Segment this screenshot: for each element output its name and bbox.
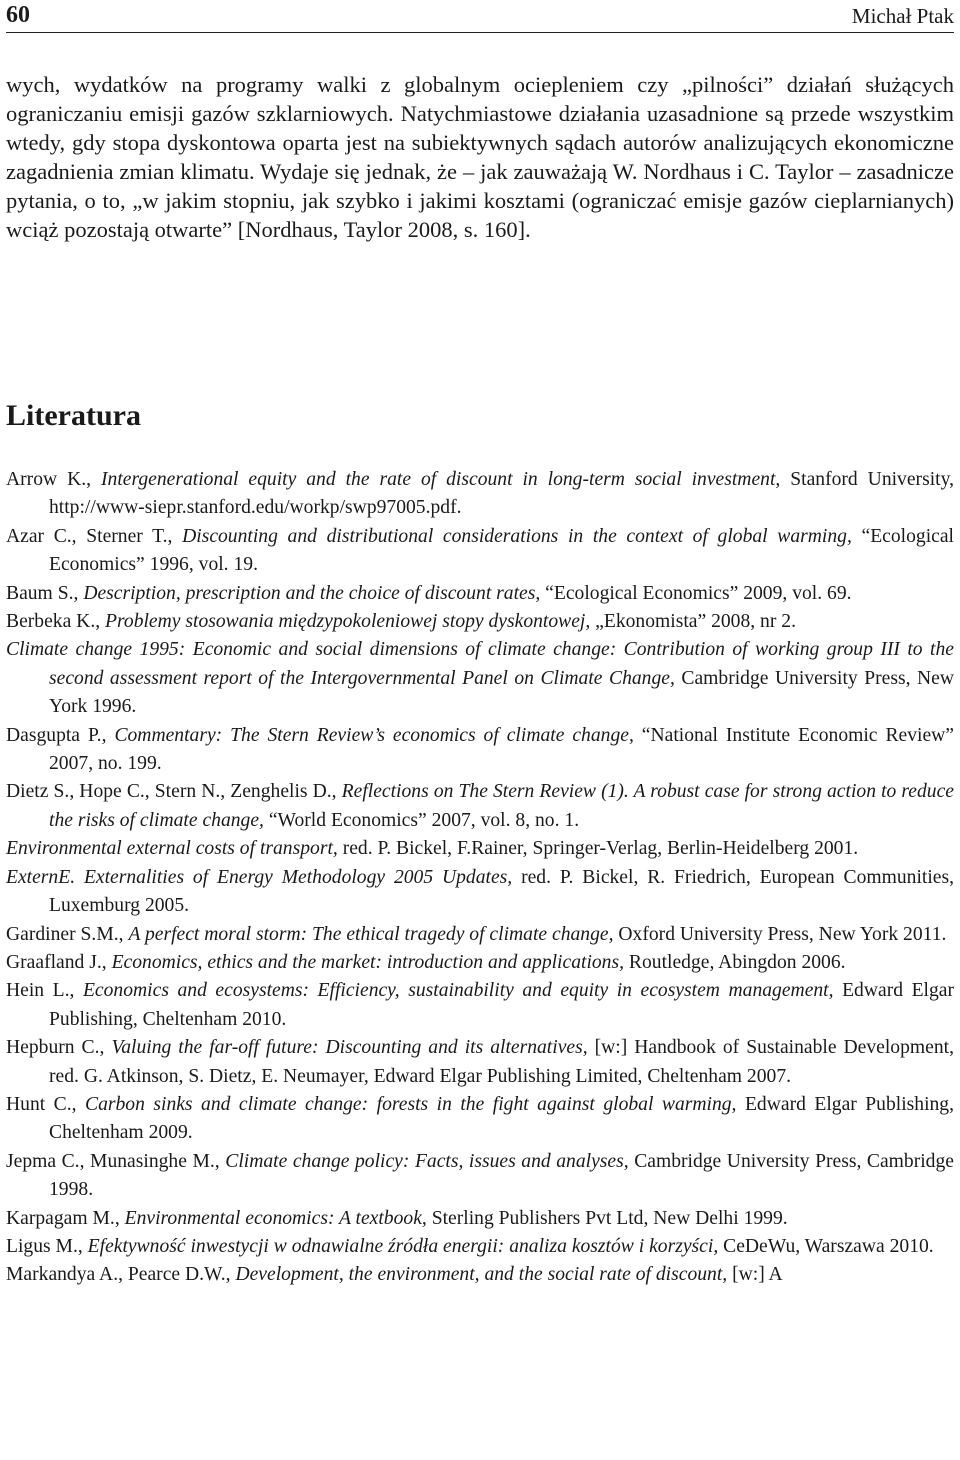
reference-item <box>6 1261 954 1289</box>
reference-details: Sterling Publishers Pvt Ltd, New Delhi 1999. <box>431 1207 788 1229</box>
reference-item <box>6 1233 954 1261</box>
section-heading: Literatura <box>6 399 141 432</box>
page-number: 60 <box>6 2 30 28</box>
reference-details: CeDeWu, Warszawa 2010. <box>723 1235 934 1257</box>
reference-title: ExternE. Externalities of Energy Methodology 2005 Updates, <box>6 866 513 888</box>
reference-details: “Ecological Economics” 1996, vol. 19. <box>49 525 954 576</box>
reference-item <box>6 1034 954 1091</box>
reference-item <box>6 1091 954 1148</box>
reference-item <box>6 1205 954 1233</box>
reference-details: [w:] Handbook of Sustainable Development, red. G. Atkinson, S. Dietz, E. Neumayer, Edward Elgar Publishing Limited, Cheltenham 2007. <box>49 1037 954 1087</box>
running-head: Michał Ptak <box>851 4 954 28</box>
reference-details: Stanford University, http://www-siepr.stanford.edu/workp/swp97005.pdf. <box>49 469 955 519</box>
reference-details: “National Institute Economic Review” 2007, no. 199. <box>49 724 954 775</box>
reference-title: Efektywność inwestycji w odnawialne źródła energii: analiza kosztów i korzyści, <box>87 1235 719 1257</box>
reference-title: Commentary: The Stern Review’s economics of climate change, <box>114 724 634 746</box>
reference-item <box>6 580 954 608</box>
reference-item <box>6 722 954 779</box>
reference-author: Dasgupta P., <box>6 724 107 746</box>
reference-title: A perfect moral storm: The ethical tragedy of climate change, <box>128 923 614 945</box>
reference-item <box>6 864 954 921</box>
reference-details: Routledge, Abingdon 2006. <box>628 951 846 973</box>
body-paragraph: wych, wydatków na programy walki z globalnym ociepleniem czy „pilności” działań służących ograniczaniu emisji gazów szklarniowych. Natychmiastowe działania uzasadnione są przede wszystkim wtedy, gdy stopa dyskontowa oparta jest na subiektywnych sądach autorów analizujących ekonomiczne zagadnienia zmian klimatu. Wydaje się jednak, że – jak zauważają W. Nordhaus i C. Taylor – zasadnicze pytania, o to, „w jakim stopniu, jak szybko i jakimi kosztami (ograniczać emisje gazów cieplarnianych) wciąż pozostają otwarte” [Nordhaus, Taylor 2008, s. 160]. <box>6 72 954 242</box>
reference-item <box>6 977 954 1034</box>
reference-details: red. P. Bickel, R. Friedrich, European Communities, Luxemburg 2005. <box>49 866 955 917</box>
reference-details: Edward Elgar Publishing, Cheltenham 2009. <box>49 1093 955 1144</box>
reference-title: Climate change 1995: Economic and social dimensions of climate change: Contribution of working group III to the second assessment report of the Intergovernmental Panel on Climate Change, <box>6 639 954 689</box>
reference-author: Dietz S., Hope C., Stern N., Zenghelis D., <box>6 781 337 803</box>
reference-item <box>6 835 954 863</box>
reference-author: Graafland J., <box>6 951 107 973</box>
reference-title: Intergenerational equity and the rate of discount in long-term social investment, <box>101 469 781 490</box>
reference-title: Reflections on The Stern Review (1). A robust case for strong action to reduce the risks of climate change, <box>49 781 954 831</box>
reference-details: “World Economics” 2007, vol. 8, no. 1. <box>268 809 580 831</box>
reference-item <box>6 1148 954 1205</box>
reference-details: red. P. Bickel, F.Rainer, Springer-Verlag, Berlin-Heidelberg 2001. <box>342 838 859 860</box>
reference-item <box>6 466 954 523</box>
reference-item <box>6 636 954 721</box>
reference-title: Discounting and distributional considerations in the context of global warming, <box>182 525 852 547</box>
reference-item <box>6 949 954 977</box>
reference-details: Cambridge University Press, New York 1996. <box>49 667 954 718</box>
reference-author: Karpagam M., <box>6 1207 120 1229</box>
reference-author: Hunt C., <box>6 1093 77 1115</box>
reference-author: Hepburn C., <box>6 1037 105 1059</box>
reference-author: Markandya A., Pearce D.W., <box>6 1264 231 1286</box>
reference-details: “Ecological Economics” 2009, vol. 69. <box>545 582 852 604</box>
reference-details: „Ekonomista” 2008, nr 2. <box>595 611 796 633</box>
reference-details: Edward Elgar Publishing, Cheltenham 2010. <box>49 980 955 1030</box>
reference-title: Economics, ethics and the market: introduction and applications, <box>111 951 625 973</box>
reference-title: Environmental economics: A textbook, <box>124 1207 427 1229</box>
reference-item <box>6 778 954 835</box>
reference-title: Development, the environment, and the social rate of discount, <box>235 1264 728 1286</box>
reference-details: Oxford University Press, New York 2011. <box>618 923 947 945</box>
reference-title: Valuing the far-off future: Discounting and its alternatives, <box>111 1037 588 1059</box>
reference-details: Cambridge University Press, Cambridge 1998. <box>49 1150 954 1201</box>
reference-title: Environmental external costs of transport, <box>6 838 338 860</box>
reference-author: Arrow K., <box>6 469 92 490</box>
reference-item <box>6 921 954 949</box>
reference-item <box>6 608 954 636</box>
reference-author: Hein L., <box>6 980 75 1002</box>
reference-title: Climate change policy: Facts, issues and analyses, <box>225 1150 629 1172</box>
reference-author: Ligus M., <box>6 1235 83 1257</box>
page-header <box>6 0 954 33</box>
reference-details: [w:] A <box>732 1264 783 1286</box>
reference-title: Problemy stosowania międzypokoleniowej stopy dyskontowej, <box>105 611 591 633</box>
reference-author: Azar C., Sterner T., <box>6 525 173 547</box>
reference-author: Gardiner S.M., <box>6 923 124 945</box>
reference-title: Description, prescription and the choice of discount rates, <box>83 582 541 604</box>
reference-author: Baum S., <box>6 582 79 604</box>
reference-title: Economics and ecosystems: Efficiency, sustainability and equity in ecosystem management, <box>82 980 834 1002</box>
reference-list <box>6 466 954 1290</box>
reference-author: Berbeka K., <box>6 611 101 633</box>
reference-author: Jepma C., Munasinghe M., <box>6 1150 220 1172</box>
reference-item <box>6 523 954 580</box>
reference-title: Carbon sinks and climate change: forests in the fight against global warming, <box>85 1093 737 1115</box>
